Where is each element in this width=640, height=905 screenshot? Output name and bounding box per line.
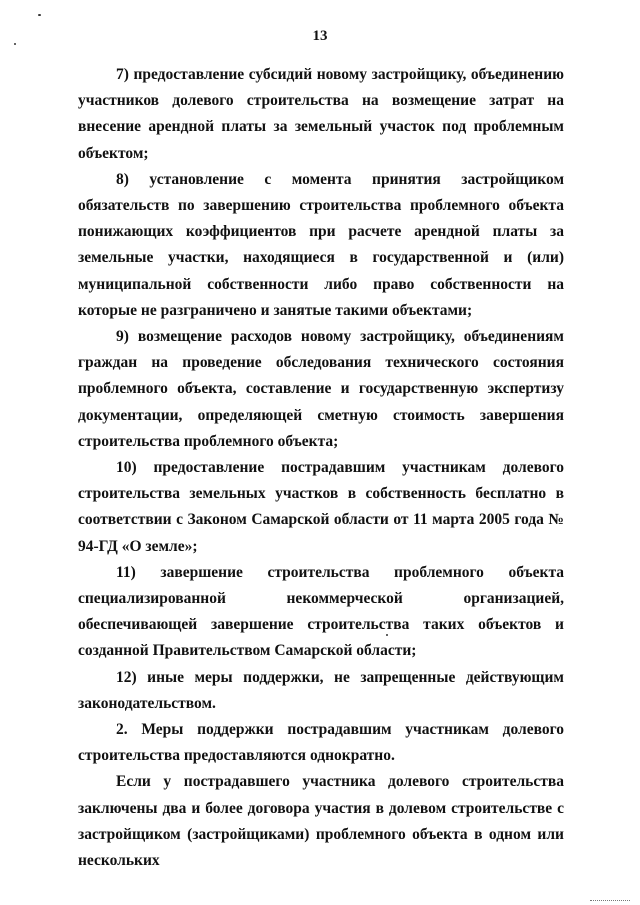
paragraph-item-12: 12) иные меры поддержки, не запрещенные действующим законодательством. xyxy=(78,668,564,712)
paragraph-item-7: 7) предоставление субсидий новому застройщику, объединению участников долевого строительства на возмещение затрат на внесение арендной платы за земельный участок под проблемным объектом; xyxy=(78,66,564,162)
paragraph-section-2: 2. Меры поддержки пострадавшим участникам долевого строительства предоставляются однократно. xyxy=(78,721,564,765)
paragraph-item-9: 9) возмещение расходов новому застройщику, объединениям граждан на проведение обследования технического состояния проблемного объекта, составление и государственную экспертизу документации, определяющей сметную стоимость завершения строительства проблемного объекта; xyxy=(78,328,564,450)
paragraph-item-10: 10) предоставление пострадавшим участникам долевого строительства земельных участков в собственность бесплатно в соответствии с Законом Самарской области от 11 марта 2005 года № 94-ГД «О земле»; xyxy=(78,459,564,555)
scan-speck xyxy=(38,14,41,16)
page-number: 13 xyxy=(312,28,328,44)
document-body xyxy=(78,62,564,874)
paragraph-item-11: 11) завершение строительства проблемного объекта специализированной некоммерческой организацией, обеспечивающей завершение строительства таких объектов и созданной Правительством Самарской области; xyxy=(78,563,564,660)
paragraph-item-8: 8) установление с момента принятия застройщиком обязательств по завершению строительства проблемного объекта понижающих коэффициентов при расчете арендной платы за земельные участки, находящиеся в государственной и (или) муниципальной собственности либо право собственности на которые не разграничено и занятые такими объектами; xyxy=(78,170,564,319)
scan-artifact xyxy=(590,898,630,901)
paragraph-multiple-contracts: Если у пострадавшего участника долевого строительства заключены два и более договора участия в долевом строительстве с застройщиком (застройщиками) проблемного объекта в одном или нескольких xyxy=(78,773,564,870)
